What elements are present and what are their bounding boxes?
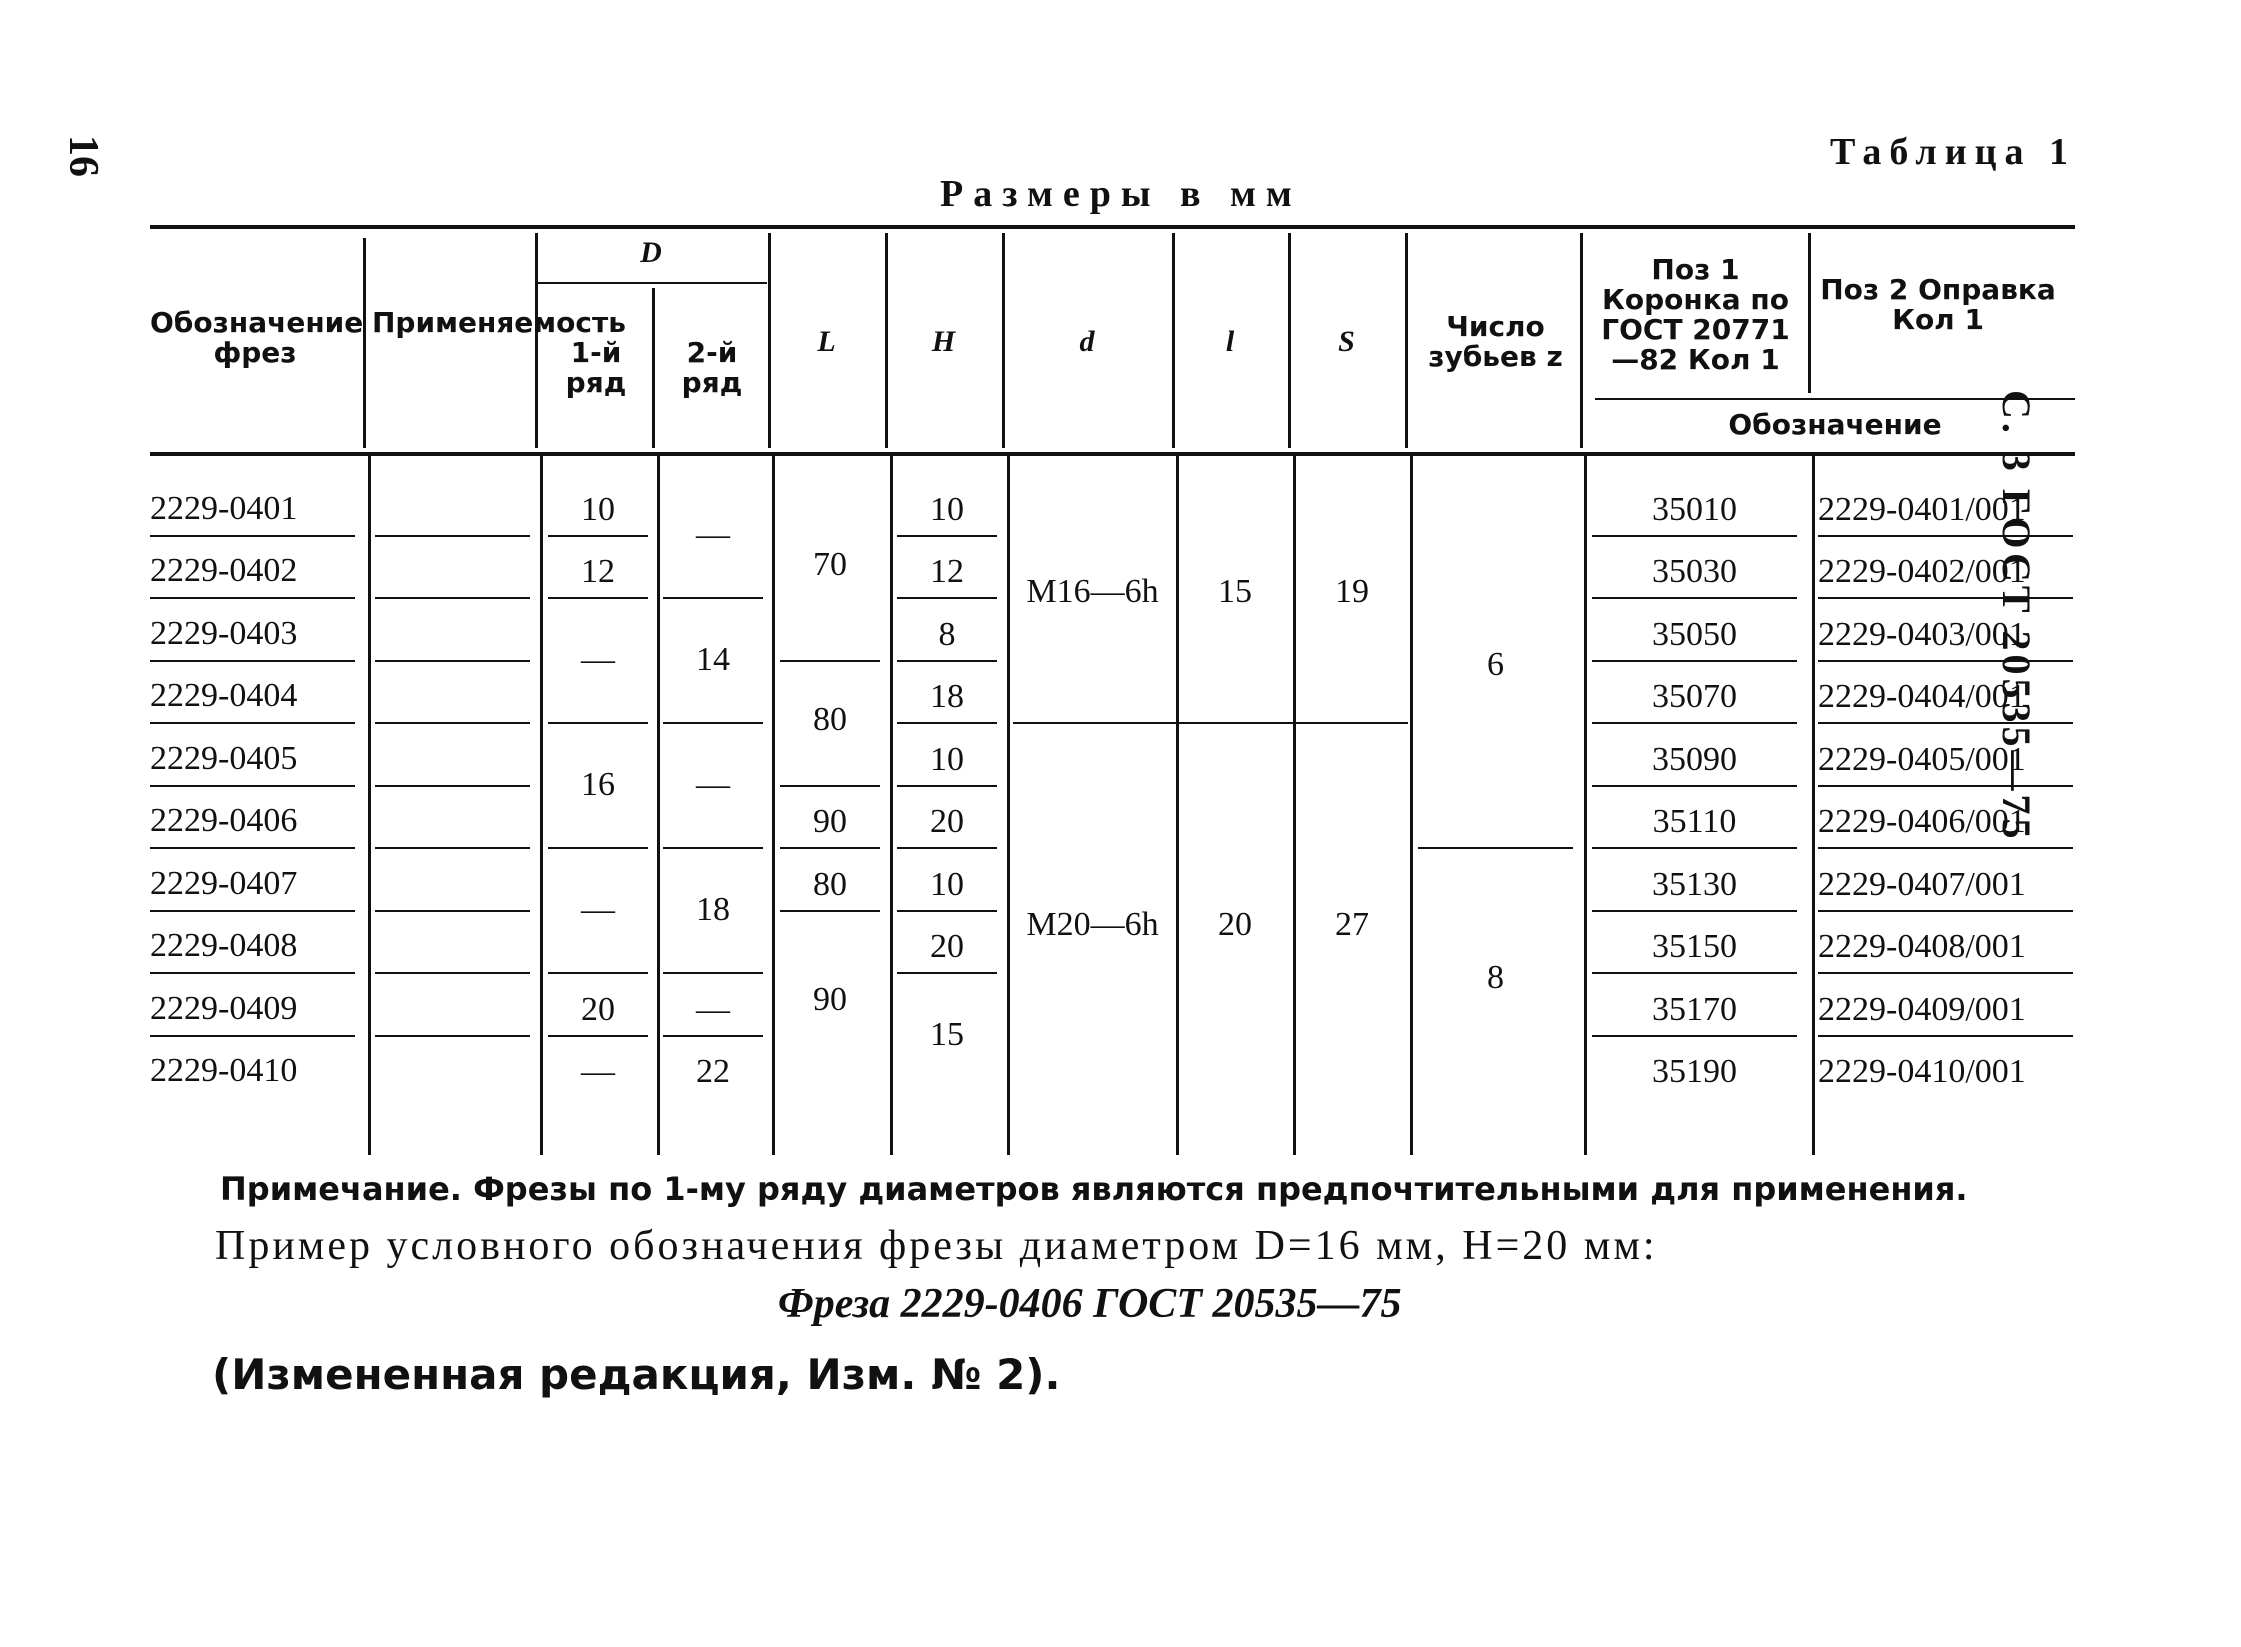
L-cell: 80	[813, 701, 847, 738]
teeth-group-rule	[1418, 847, 1573, 849]
body-divider	[890, 455, 893, 1155]
d1-rule	[548, 1035, 648, 1037]
pos2-rule	[1818, 972, 2073, 974]
H-cell: 10	[930, 866, 964, 903]
d1-rule	[548, 597, 648, 599]
body-divider	[1584, 455, 1587, 1155]
d-row1-cell: —	[581, 891, 615, 928]
code-row-rule	[150, 535, 355, 537]
pos2-cell: 2229-0403/001	[1818, 616, 2026, 653]
code-row-rule	[150, 1035, 355, 1037]
app-row-rule	[375, 722, 530, 724]
L-cell: 80	[813, 866, 847, 903]
pos2-cell: 2229-0409/001	[1818, 991, 2026, 1028]
d1-rule	[548, 722, 648, 724]
d-row2-cell: —	[696, 991, 730, 1028]
app-row-rule	[375, 597, 530, 599]
designation-cell: 2229-0404	[150, 677, 298, 714]
d1-rule	[548, 972, 648, 974]
H-cell: 15	[930, 1016, 964, 1053]
pos2-cell: 2229-0407/001	[1818, 866, 2026, 903]
code-row-rule	[150, 660, 355, 662]
designation-cell: 2229-0408	[150, 927, 298, 964]
example-designation: Фреза 2229-0406 ГОСТ 20535—75	[778, 1281, 1402, 1327]
d-group-rule	[535, 282, 767, 284]
app-row-rule	[375, 535, 530, 537]
header-pos1: Поз 1 Коронка по ГОСТ 20771—82 Кол 1	[1601, 253, 1790, 376]
H-cell: 12	[930, 553, 964, 590]
L-cell: 70	[813, 546, 847, 583]
header-d-group: D	[640, 236, 662, 269]
d2-rule	[663, 722, 763, 724]
pos1-rule	[1592, 535, 1797, 537]
l-cell: 20	[1218, 906, 1252, 943]
header-bottom-rule	[150, 452, 2075, 456]
col-divider	[1405, 233, 1408, 448]
L-rule	[780, 660, 880, 662]
pos2-cell: 2229-0405/001	[1818, 741, 2026, 778]
H-rule	[897, 972, 997, 974]
H-rule	[897, 722, 997, 724]
header-L: L	[817, 325, 836, 358]
side-document-title: С. 3 ГОСТ 20535—75	[1994, 390, 2039, 843]
app-row-rule	[375, 972, 530, 974]
d-row2-cell: —	[696, 766, 730, 803]
pos2-rule	[1818, 910, 2073, 912]
pos2-cell: 2229-0402/001	[1818, 553, 2026, 590]
pos2-rule	[1818, 847, 2073, 849]
H-cell: 8	[938, 616, 956, 653]
L-cell: 90	[813, 803, 847, 840]
pos1-cell: 35050	[1652, 616, 1737, 653]
code-row-rule	[150, 847, 355, 849]
code-row-rule	[150, 910, 355, 912]
pos1-cell: 35070	[1652, 678, 1737, 715]
pos1-cell: 35090	[1652, 741, 1737, 778]
designation-cell: 2229-0403	[150, 615, 298, 652]
table-note: Примечание. Фрезы по 1-му ряду диаметров являются предпочтительными для применения.	[220, 1170, 1968, 1208]
d-row1-cell: —	[581, 641, 615, 678]
body-divider	[1293, 455, 1296, 1155]
header-row1: 1-й ряд	[565, 336, 627, 399]
d1-rule	[548, 535, 648, 537]
thread-cell: M20—6h	[1026, 906, 1159, 943]
pos2-cell: 2229-0410/001	[1818, 1053, 2026, 1090]
body-divider	[1812, 455, 1815, 1155]
table-label: Таблица 1	[1829, 131, 2076, 173]
H-cell: 20	[930, 928, 964, 965]
d-row1-cell: 20	[581, 991, 615, 1028]
pos1-rule	[1592, 1035, 1797, 1037]
d2-rule	[663, 1035, 763, 1037]
d1-rule	[548, 847, 648, 849]
H-cell: 10	[930, 491, 964, 528]
S-cell: 19	[1335, 573, 1369, 610]
header-H: H	[931, 325, 956, 358]
body-divider	[368, 455, 371, 1155]
header-teeth: Число зубьев z	[1428, 310, 1563, 373]
pos2-rule	[1818, 785, 2073, 787]
pos1-cell: 35030	[1652, 553, 1737, 590]
code-row-rule	[150, 722, 355, 724]
pos2-rule	[1818, 535, 2073, 537]
designation-cell: 2229-0407	[150, 865, 298, 902]
header-designation: Обозначение фрез	[150, 306, 364, 369]
change-note: (Измененная редакция, Изм. № 2).	[212, 1350, 1061, 1399]
d-row2-cell: 14	[696, 641, 730, 678]
pos2-rule	[1818, 660, 2073, 662]
header-designation-sub: Обозначение	[1728, 408, 1942, 441]
H-cell: 18	[930, 678, 964, 715]
d-row1-cell: —	[581, 1053, 615, 1090]
H-rule	[897, 660, 997, 662]
header-l: l	[1225, 325, 1235, 358]
L-rule	[780, 910, 880, 912]
designation-cell: 2229-0402	[150, 552, 298, 589]
pos2-rule	[1818, 597, 2073, 599]
pos1-cell: 35150	[1652, 928, 1737, 965]
body-divider	[1410, 455, 1413, 1155]
L-rule	[780, 847, 880, 849]
L-rule	[780, 785, 880, 787]
d-row2-cell: 22	[696, 1053, 730, 1090]
thread-group-rule	[1013, 722, 1408, 724]
pos1-rule	[1592, 722, 1797, 724]
header-S: S	[1338, 325, 1355, 358]
pos2-rule	[1818, 1035, 2073, 1037]
d-row2-cell: 18	[696, 891, 730, 928]
H-rule	[897, 597, 997, 599]
pos2-cell: 2229-0406/001	[1818, 803, 2026, 840]
designation-cell: 2229-0405	[150, 740, 298, 777]
pos1-rule	[1592, 785, 1797, 787]
app-row-rule	[375, 660, 530, 662]
code-row-rule	[150, 785, 355, 787]
pos1-cell: 35130	[1652, 866, 1737, 903]
pos2-cell: 2229-0404/001	[1818, 678, 2026, 715]
H-rule	[897, 785, 997, 787]
table-top-rule	[150, 225, 2075, 229]
d-row2-cell: —	[696, 516, 730, 553]
thread-cell: M16—6h	[1026, 573, 1159, 610]
header-pos2: Поз 2 Оправка Кол 1	[1820, 273, 2056, 336]
app-row-rule	[375, 785, 530, 787]
body-divider	[772, 455, 775, 1155]
body-divider	[1176, 455, 1179, 1155]
app-row-rule	[375, 1035, 530, 1037]
code-row-rule	[150, 597, 355, 599]
header-row2: 2-й ряд	[681, 336, 743, 399]
H-rule	[897, 847, 997, 849]
pos1-cell: 35010	[1652, 491, 1737, 528]
d2-rule	[663, 847, 763, 849]
pos1-rule	[1592, 660, 1797, 662]
pos1-rule	[1592, 910, 1797, 912]
col-divider	[652, 288, 655, 448]
col-divider	[1808, 233, 1811, 393]
pos1-cell: 35190	[1652, 1053, 1737, 1090]
header-applicability: Применяемость	[372, 306, 626, 339]
d-row1-cell: 12	[581, 553, 615, 590]
app-row-rule	[375, 847, 530, 849]
app-row-rule	[375, 910, 530, 912]
pos2-cell: 2229-0408/001	[1818, 928, 2026, 965]
S-cell: 27	[1335, 906, 1369, 943]
d-row1-cell: 16	[581, 766, 615, 803]
pos1-rule	[1592, 972, 1797, 974]
H-cell: 20	[930, 803, 964, 840]
header-d: d	[1079, 325, 1095, 358]
pos1-cell: 35170	[1652, 991, 1737, 1028]
H-rule	[897, 910, 997, 912]
teeth-cell: 6	[1487, 646, 1504, 683]
pos1-cell: 35110	[1652, 803, 1737, 840]
body-divider	[657, 455, 660, 1155]
H-cell: 10	[930, 741, 964, 778]
designation-group-rule	[1595, 398, 2075, 400]
H-rule	[897, 535, 997, 537]
teeth-cell: 8	[1487, 959, 1504, 996]
code-row-rule	[150, 972, 355, 974]
designation-cell: 2229-0406	[150, 802, 298, 839]
designation-cell: 2229-0401	[150, 490, 298, 527]
body-divider	[540, 455, 543, 1155]
col-divider	[363, 238, 366, 448]
page-number: 16	[60, 135, 106, 177]
col-divider	[1580, 233, 1583, 448]
d-row1-cell: 10	[581, 491, 615, 528]
d2-rule	[663, 972, 763, 974]
l-cell: 15	[1218, 573, 1252, 610]
pos1-rule	[1592, 847, 1797, 849]
designation-cell: 2229-0409	[150, 990, 298, 1027]
L-cell: 90	[813, 981, 847, 1018]
pos2-cell: 2229-0401/001	[1818, 491, 2026, 528]
d2-rule	[663, 597, 763, 599]
designation-cell: 2229-0410	[150, 1052, 298, 1089]
body-divider	[1007, 455, 1010, 1155]
dimensions-label: Размеры в мм	[940, 173, 1302, 215]
example-heading: Пример условного обозначения фрезы диаметром D=16 мм, H=20 мм:	[215, 1223, 1658, 1269]
pos1-rule	[1592, 597, 1797, 599]
pos2-rule	[1818, 722, 2073, 724]
